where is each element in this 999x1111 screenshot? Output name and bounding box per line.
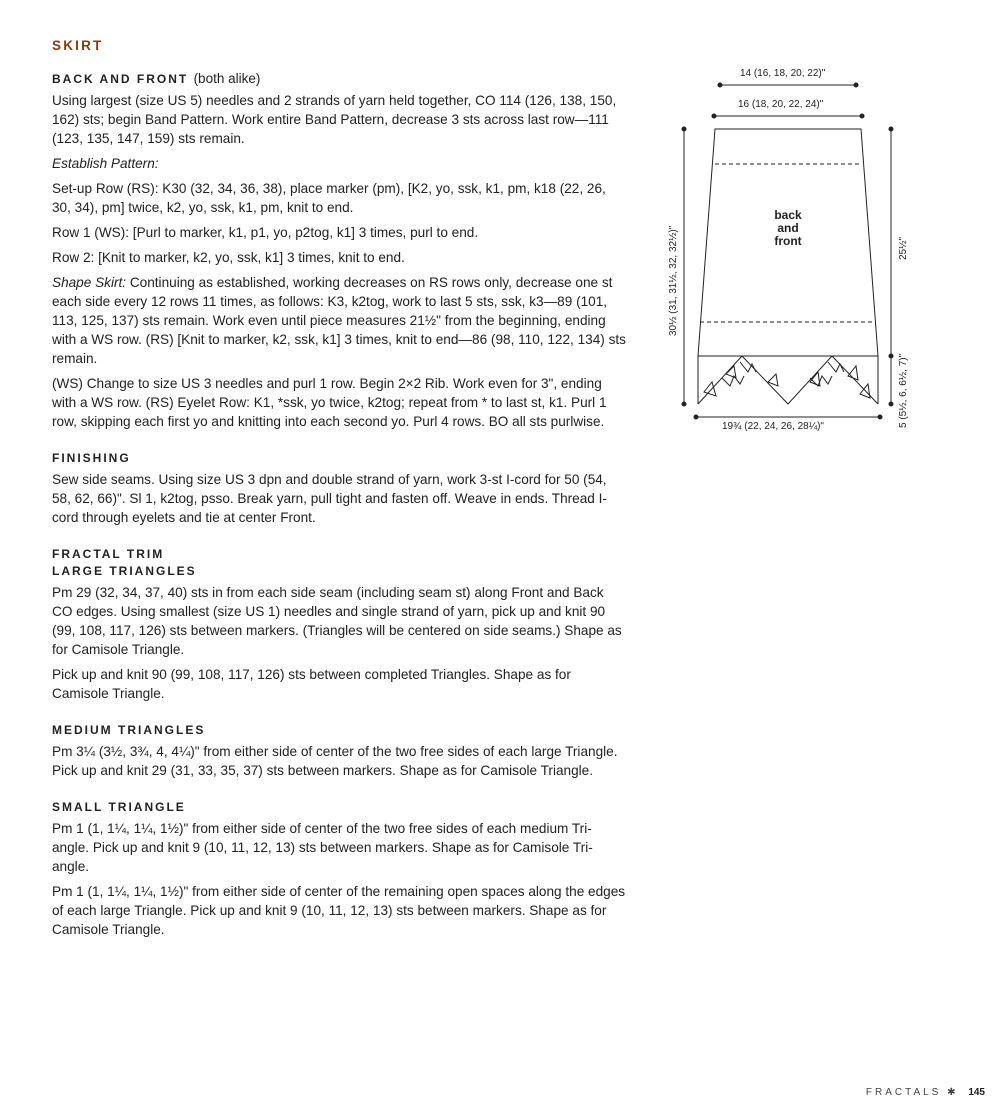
left-dim-dot-bottom	[682, 402, 686, 406]
row1-paragraph: Row 1 (WS): [Purl to marker, k1, p1, yo, p2tog, k1] 3 times, purl to end.	[52, 225, 479, 240]
right-dim-dot-mid	[889, 354, 893, 358]
finishing-heading: FINISHING	[52, 451, 131, 465]
left-height-label: 30½ (31, 31½, 32, 32½)"	[668, 225, 679, 336]
bottom-dim-dot-right	[878, 415, 882, 419]
fractal-detail-left-2	[740, 362, 756, 372]
large-triangles-p1: Pm 29 (32, 34, 37, 40) sts in from each side seam (including seam st) along Front and Back CO edges. Using smallest (size US 1) needles and single strand of yarn, pick up and knit 90 (99, 108, 117, 126) sts between markers. (Triangles will be centered on side seams.) Shape as for Camisole Triangle.	[52, 585, 622, 657]
cast-on-paragraph: Using largest (size US 5) needles and 2 strands of yarn held together, CO 114 (126, 138, 150, 162) sts; begin Band Pattern. Work entire Band Pattern, decrease 3 sts across last row—111 (123, 135, 147, 159) sts remain.	[52, 93, 617, 146]
center-label-line-1: back	[774, 208, 802, 222]
small-triangle-1	[704, 382, 716, 396]
finishing-paragraph: Sew side seams. Using size US 3 dpn and double strand of yarn, work 3-st I-cord for 50 (54, 58, 62, 66)". Sl 1, k2tog, psso. Break yarn, pull tight and fasten off. Weave in ends. Thread I-cord through eyelets and tie at center Front.	[52, 472, 607, 525]
small-triangle-p2: Pm 1 (1, 1¼, 1¼, 1½)" from either side of center of the remaining open spaces along the edges of each large Triangle. Pick up and knit 9 (10, 11, 12, 13) sts between markers. Shape as for Camisole Triangle.	[52, 884, 626, 937]
establish-pattern-text: Establish Pattern:	[52, 156, 159, 171]
skirt-schematic	[660, 60, 940, 450]
book-title: FRACTALS	[865, 1087, 942, 1098]
small-triangle-heading: SMALL TRIANGLE	[52, 800, 186, 814]
back-and-front-label	[764, 209, 812, 248]
establish-pattern-label	[52, 154, 626, 173]
fractal-detail-left	[722, 376, 744, 386]
top-dim-dot-right	[854, 83, 858, 87]
shape-skirt-paragraph	[52, 273, 626, 368]
bottom-dim-dot-left	[694, 415, 698, 419]
shape-skirt-label: Shape Skirt:	[52, 275, 127, 290]
back-front-title: BACK AND FRONT	[52, 72, 189, 86]
large-triangles	[698, 356, 878, 404]
bottom-width-label: 19¾ (22, 24, 26, 28¼)"	[722, 421, 824, 432]
small-triangle-5	[848, 366, 858, 380]
large-triangles-p2: Pick up and knit 90 (99, 108, 117, 126) sts between completed Triangles. Shape as for Camisole Triangle.	[52, 667, 571, 701]
shape-skirt-text: Continuing as established, working decreases on RS rows only, decrease one st each side every 12 rows 11 times, as follows: K3, k2tog, work to last 5 sts, ssk, k3—89 (101, 113, 125, 137) sts remain. Work even until piece measures 21½" from the beginning, ending with a WS row. (RS) [Knit to marker, k2, ssk, k1] 3 times, knit to end—86 (98, 110, 122, 134) sts remain.	[52, 275, 626, 366]
row2-paragraph: Row 2: [Knit to marker, k2, yo, ssk, k1] 3 times, knit to end.	[52, 250, 405, 265]
top-dim-dot-left	[718, 83, 722, 87]
upper-dim-dot-left	[712, 114, 716, 118]
right-dim-dot-top	[889, 127, 893, 131]
center-label-line-2: and	[777, 221, 799, 235]
right-upper-label: 25½"	[898, 236, 909, 260]
medium-triangles-p1: Pm 3¼ (3½, 3¾, 4, 4¼)" from either side of center of the two free sides of each large Triangle. Pick up and knit 29 (31, 33, 35, 37) sts between markers. Shape as for Camisole Triangle.	[52, 744, 618, 778]
upper-dim-dot-right	[860, 114, 864, 118]
text-column	[52, 38, 626, 945]
footer-separator-icon: ✱	[947, 1087, 959, 1098]
right-dim-dot-bottom	[889, 402, 893, 406]
fractal-trim-heading: FRACTAL TRIM	[52, 547, 165, 561]
upper-width-label: 16 (18, 20, 22, 24)"	[738, 99, 824, 110]
center-label-line-3: front	[774, 234, 802, 248]
setup-row-paragraph: Set-up Row (RS): K30 (32, 34, 36, 38), place marker (pm), [K2, yo, ssk, k1, pm, k18 (22, 26, 30, 34), pm] twice, k2, yo, ssk, k1, pm, knit to end.	[52, 181, 606, 215]
ws-paragraph: (WS) Change to size US 3 needles and purl 1 row. Begin 2×2 Rib. Work even for 3", ending with a WS row. (RS) Eyelet Row: K1, *ssk, yo twice, k2tog; repeat from * to last st, k1. Purl 1 row, skipping each first yo and knitting into each second yo. Purl 4 rows. BO all sts purlwise.	[52, 376, 607, 429]
back-front-note: (both alike)	[193, 71, 261, 86]
medium-triangles-heading: MEDIUM TRIANGLES	[52, 723, 206, 737]
back-front-heading	[52, 71, 626, 86]
top-width-label: 14 (16, 18, 20, 22)"	[740, 68, 826, 79]
left-dim-dot-top	[682, 127, 686, 131]
small-triangle-p1: Pm 1 (1, 1¼, 1¼, 1½)" from either side of center of the two free sides of each medium Tri-angle. Pick up and knit 9 (10, 11, 12, 13) sts between markers. Shape as for Camisole Tri-angle.	[52, 821, 593, 874]
section-title: SKIRT	[52, 38, 104, 53]
page-number: 145	[968, 1087, 985, 1098]
fractal-detail-right-2	[828, 362, 844, 372]
right-lower-label: 5 (5½, 6, 6½, 7)"	[898, 353, 909, 428]
large-triangles-heading: LARGE TRIANGLES	[52, 564, 197, 578]
page-footer	[866, 1087, 985, 1098]
